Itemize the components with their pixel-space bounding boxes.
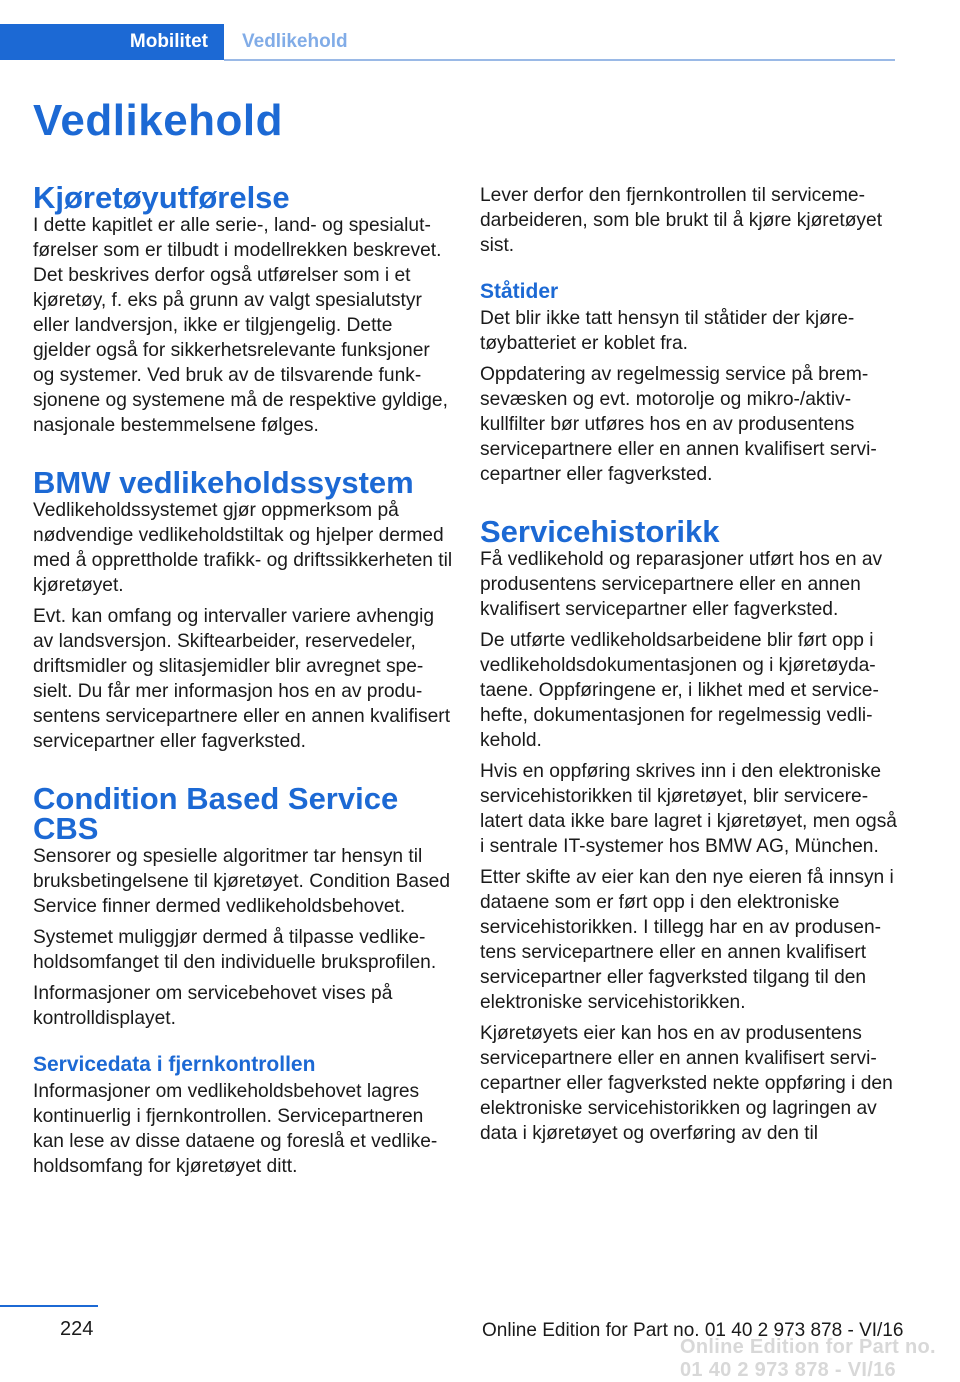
subsection-heading-statider: Ståtider [480,280,559,303]
page-number: 224 [60,1318,94,1340]
header-bar [0,24,895,62]
tab-vedlikehold[interactable] [224,24,348,60]
paragraph: Oppdatering av regelmessig service på bremsevæsken og evt. motorolje og mikro-/aktivkullfilter bør utføres hos en av produsentens servicepartnere eller en annen kvalifisert servicepartner eller fagverksted. [480,364,877,485]
footer-divider [0,1305,98,1307]
paragraph: Informasjoner om vedlikeholdsbehovet lagres kontinuerlig i fjernkontrollen. Servicepartneren kan lese av disse dataene og foreslå et vedlikeholdsomfang for kjøretøyet ditt. [33,1081,438,1177]
paragraph: I dette kapitlet er alle serie-, land- og spesialutførelser som er tilbudt i modellrekken beskrevet. Det beskrives derfor også utførelser som i et kjøretøy, f. eks på grunn av valgt spesialutstyr eller landversjon, ikke er tilgjengelig. Dette gjelder også for sikkerhetsrelevante funksjoner og systemer. Ved bruk av de tilsvarende funksjonene og systemene må de respektive gyldige, nasjonale bestemmelsene følges. [33,215,448,436]
header-divider [224,59,895,61]
paragraph: Lever derfor den fjernkontrollen til servicemedarbeideren, som ble brukt til å kjøre kjøretøyet sist. [480,185,883,256]
tab-mobilitet-label: Mobilitet [129,31,208,52]
paragraph: Evt. kan omfang og intervaller variere avhengig av landsversjon. Skiftearbeider, reservedeler, driftsmidler og slitasjemidler blir avregnet spesielt. Du får mer informasjon hos en av produsentens servicepartnere eller en annen kvalifisert servicepartner eller fagverksted. [33,606,451,752]
left-column [33,180,453,1185]
paragraph: Det blir ikke tatt hensyn til ståtider der kjøretøybatteriet er koblet fra. [480,308,855,354]
paragraph: Etter skifte av eier kan den nye eieren få innsyn i dataene som er ført opp i den elektroniske servicehistorikken. I tillegg har en av produsentens servicepartnere eller en annen kvalifisert servicepartner eller fagverksted tilgang til den elektroniske servicehistorikken. [480,867,894,1013]
section-heading-cbs: Condition Based Service CBS [33,781,399,846]
paragraph: Vedlikeholdssystemet gjør oppmerksom på nødvendige vedlikeholdstiltak og hjelper dermed med å opprettholde trafikk- og driftssikkerheten til kjøretøyet. [33,500,453,596]
watermark: Online Edition for Part no. 01 40 2 973 878 - VI/16 [680,1336,936,1381]
edition-text: Online Edition for Part no. 01 40 2 973 878 - VI/16 [482,1320,904,1341]
paragraph: Sensorer og spesielle algoritmer tar hensyn til bruksbetingelsene til kjøretøyet. Condition Based Service finner dermed vedlikeholdsbehovet. [33,846,451,917]
section-heading-bmw-vedlikeholdssystem: BMW vedlikeholdssystem [33,465,414,500]
paragraph: Hvis en oppføring skrives inn i den elektroniske servicehistorikken til kjøretøyet, blir servicerelatert data ikke bare lagret i kjøretøyet, men også i sentrale IT-systemer hos BMW AG, München. [480,761,897,857]
section-heading-kjoretoyutforelse: Kjøretøyutførelse [33,180,290,215]
section-heading-servicehistorikk: Servicehistorikk [480,514,720,549]
paragraph: Kjøretøyets eier kan hos en av produsentens servicepartnere eller en annen kvalifisert servicepartner eller fagverksted nekte oppføring i den elektroniske servicehistorikken og lagringen av data i kjøretøyet og overføring av den til [480,1023,893,1144]
paragraph: Informasjoner om servicebehovet vises på kontrolldisplayet. [33,983,393,1029]
paragraph: De utførte vedlikeholdsarbeidene blir ført opp i vedlikeholdsdokumentasjonen og i kjøretøydataene. Oppføringene er, i likhet med et servicehefte, dokumentasjonen for regelmessig vedlikehold. [480,630,879,751]
tab-mobilitet[interactable] [0,24,224,60]
paragraph: Få vedlikehold og reparasjoner utført hos en av produsentens servicepartnere eller en annen kvalifisert servicepartner eller fagverksted. [480,549,883,620]
right-column [480,183,900,1152]
page-title: Vedlikehold [33,96,284,145]
paragraph: Systemet muliggjør dermed å tilpasse vedlikeholdsomfanget til den individuelle bruksprofilen. [33,927,437,973]
subsection-heading-servicedata: Servicedata i fjernkontrollen [33,1053,316,1076]
tab-vedlikehold-label: Vedlikehold [242,31,348,52]
